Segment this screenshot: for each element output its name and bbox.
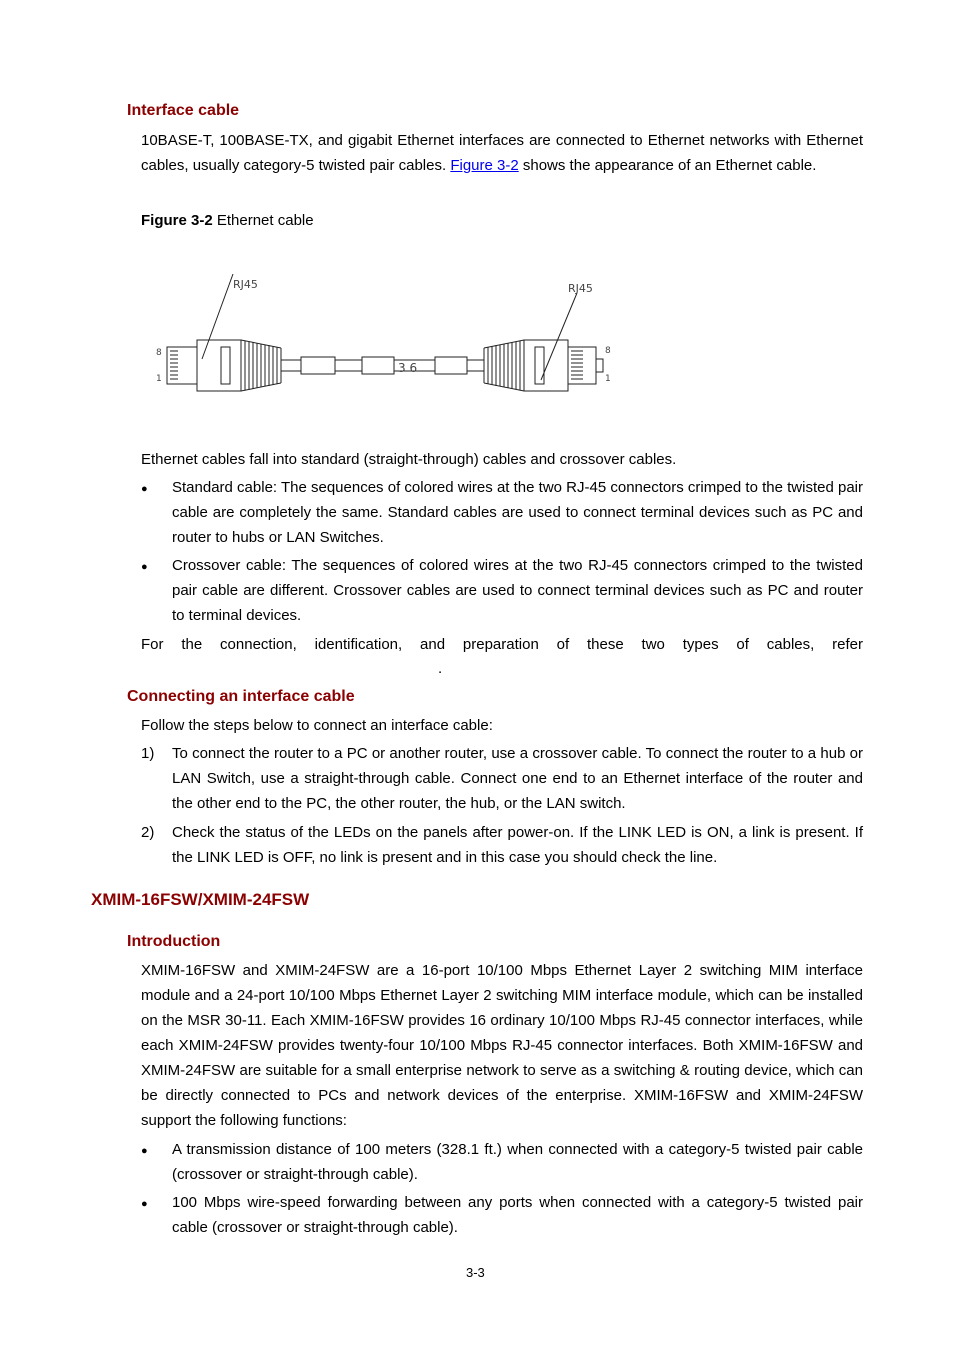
- right-rj45-connector: [484, 293, 603, 391]
- step-number: 2): [141, 824, 155, 841]
- xmim-intro-paragraph: XMIM-16FSW and XMIM-24FSW are a 16-port 10/100 Mbps Ethernet Layer 2 switching MIM interface module and a 24-port 10/100 Mbps Ethernet Layer 2 switching MIM interface module, which can be installed on the MSR 30-11. Each XMIM-16FSW provides 16 ordinary 10/100 Mbps RJ-45 connector interfaces, while each XMIM-24FSW provides twenty-four 10/100 Mbps RJ-45 connector interfaces. Both XMIM-16FSW and XMIM-24FSW are suitable for a small enterprise network to serve as a switching & routing device, which can be directly connected to PCs and network devices of the enterprise. XMIM-16FSW and XMIM-24FSW support the following functions:: [141, 962, 863, 1129]
- bullet-dot: ●: [141, 561, 148, 573]
- cable-types-intro: Ethernet cables fall into standard (straight-through) cables and crossover cables.: [141, 451, 677, 468]
- bullet-crossover-cable: Crossover cable: The sequences of colored wires at the two RJ-45 connectors crimped to the twisted pair cable are different. Crossover cables are used to connect terminal devices such as PC and router to terminal devices.: [172, 557, 863, 624]
- pin-8-left: 8: [156, 348, 162, 358]
- right-rj45-label: RJ45: [568, 282, 593, 295]
- step-1-text: To connect the router to a PC or another router, use a crossover cable. To connect the router to a hub or LAN Switch, use a straight-through cable. Connect one end to an Ethernet interface of the router and the other end to the PC, the other router, the hub, or the LAN switch.: [172, 745, 863, 812]
- left-rj45-label: RJ45: [233, 278, 258, 291]
- figure-3-2-link[interactable]: Figure 3-2: [450, 157, 519, 174]
- cable-body: [281, 357, 484, 374]
- cable-center-mark: 3 6: [398, 361, 418, 375]
- pin-1-right: 1: [605, 374, 611, 384]
- section-heading-connecting-cable: Connecting an interface cable: [127, 688, 355, 705]
- interface-cable-intro: [141, 128, 863, 178]
- bullet-dot: ●: [141, 1198, 148, 1210]
- bullet-standard-cable: Standard cable: The sequences of colored wires at the two RJ-45 connectors crimped to the twisted pair cable are completely the same. Standard cables are used to connect terminal devices such as PC and router to hubs or LAN Switches.: [172, 479, 863, 546]
- step-2-text: Check the status of the LEDs on the panels after power-on. If the LINK LED is ON, a link is present. If the LINK LED is OFF, no link is present and in this case you should check the line.: [172, 824, 863, 866]
- figure-label: Figure 3-2: [141, 212, 213, 229]
- bullet-dot: ●: [141, 483, 148, 495]
- refer-paragraph: For the connection, identification, and preparation of these two types of cables, refer: [141, 636, 863, 653]
- page-number: 3-3: [466, 1265, 485, 1280]
- bullet-dot: ●: [141, 1145, 148, 1157]
- intro-text-part1: 10BASE-T, 100BASE-TX, and gigabit Ethernet interfaces are connected to Ethernet networks with Ethernet cables, usually category-5 twisted pair cables.: [141, 132, 863, 174]
- pin-8-right: 8: [605, 346, 611, 356]
- step-number: 1): [141, 745, 155, 762]
- section-heading-introduction: Introduction: [127, 933, 221, 950]
- connecting-intro: Follow the steps below to connect an interface cable:: [141, 717, 493, 734]
- pin-1-left: 1: [156, 374, 162, 384]
- intro-text-part2: shows the appearance of an Ethernet cable.: [522, 157, 817, 174]
- section-heading-interface-cable: Interface cable: [127, 102, 240, 119]
- figure-title: Ethernet cable: [216, 212, 314, 229]
- left-rj45-connector: [167, 274, 281, 391]
- figure-caption: [141, 212, 314, 229]
- bullet-transmission-distance: A transmission distance of 100 meters (328.1 ft.) when connected with a category-5 twisted pair cable (crossover or straight-through cable).: [172, 1141, 863, 1183]
- section-heading-xmim: XMIM-16FSW/XMIM-24FSW: [91, 890, 310, 909]
- ethernet-cable-figure: [140, 262, 620, 397]
- bullet-wire-speed: 100 Mbps wire-speed forwarding between any ports when connected with a category-5 twisted pair cable (crossover or straight-through cable).: [172, 1194, 863, 1236]
- refer-end-period: .: [438, 660, 443, 677]
